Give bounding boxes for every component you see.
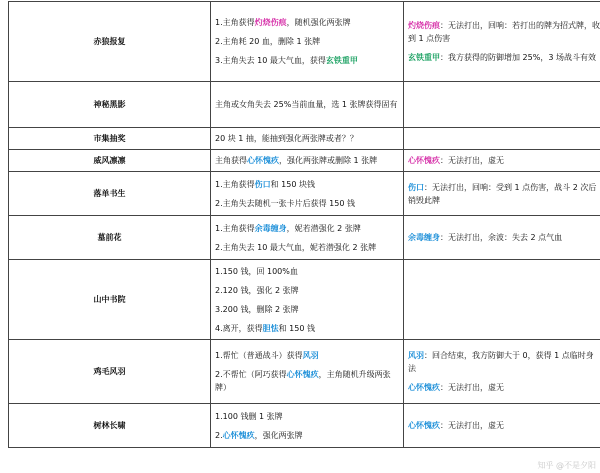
keyword-text: 灼烧伤痕 bbox=[254, 18, 287, 27]
event-effects bbox=[211, 260, 404, 340]
effect-line bbox=[215, 178, 399, 191]
event-name: 山中书院 bbox=[9, 260, 211, 340]
event-effects bbox=[211, 128, 404, 150]
event-name: 赤狼报复 bbox=[9, 2, 211, 82]
event-row bbox=[9, 128, 600, 150]
plain-text: 主角或女角失去 25%当前血量，选 1 张牌获得固有 bbox=[215, 100, 398, 109]
event-effects bbox=[211, 82, 404, 128]
plain-text: ：无法打出，虚无 bbox=[440, 421, 504, 430]
plain-text: ，强化两张牌或删除 1 张牌 bbox=[279, 156, 378, 165]
note-line bbox=[408, 381, 600, 394]
note-line bbox=[408, 419, 600, 432]
plain-text: ：无法打出，虚无 bbox=[440, 156, 504, 165]
plain-text: 1.主角获得 bbox=[215, 223, 255, 233]
event-notes bbox=[404, 216, 600, 260]
plain-text: ：无法打出，回响：受到 1 点伤害，战斗 2 次后销毁此牌 bbox=[408, 182, 597, 205]
keyword-text: 余毒缠身 bbox=[408, 233, 440, 242]
event-effects bbox=[211, 172, 404, 216]
plain-text: 2.120 钱，强化 2 张牌 bbox=[215, 285, 299, 295]
event-notes bbox=[404, 340, 600, 404]
effect-line bbox=[215, 98, 399, 111]
keyword-text: 风羽 bbox=[408, 351, 424, 360]
event-row bbox=[9, 340, 600, 404]
event-name: 墓前花 bbox=[9, 216, 211, 260]
plain-text: 2.不帮忙（阿巧获得 bbox=[215, 370, 287, 379]
effect-line bbox=[215, 368, 399, 394]
effect-line bbox=[215, 16, 399, 29]
plain-text: 1.帮忙（普通战斗）获得 bbox=[215, 351, 303, 360]
keyword-text: 伤口 bbox=[254, 179, 271, 189]
plain-text: 主角获得 bbox=[215, 156, 247, 165]
event-row bbox=[9, 216, 600, 260]
event-row bbox=[9, 2, 600, 82]
effect-line bbox=[215, 303, 399, 316]
event-name: 树林长啸 bbox=[9, 404, 211, 448]
note-line bbox=[408, 51, 600, 64]
event-name: 神秘黑影 bbox=[9, 82, 211, 128]
plain-text: ，主角随机升级两张牌） bbox=[215, 370, 391, 392]
events-table bbox=[8, 1, 600, 448]
keyword-text: 胆怯 bbox=[262, 323, 279, 333]
keyword-text: 风羽 bbox=[302, 351, 319, 360]
plain-text: ，随机强化两张牌 bbox=[286, 18, 351, 27]
keyword-text: 灼烧伤痕 bbox=[408, 21, 440, 30]
keyword-text: 心怀愧疚 bbox=[408, 421, 440, 430]
plain-text: 2.主角失去 10 最大气血，妮若潜强化 2 张牌 bbox=[215, 242, 377, 252]
effect-line bbox=[215, 410, 399, 423]
event-name: 落单书生 bbox=[9, 172, 211, 216]
plain-text: ：我方获得的防御增加 25%，3 场战斗有效 bbox=[440, 53, 596, 62]
watermark-text: 知乎 @不是夕阳 bbox=[537, 461, 596, 470]
event-name: 威风凛凛 bbox=[9, 150, 211, 172]
keyword-text: 心怀愧疚 bbox=[408, 383, 440, 392]
event-row bbox=[9, 404, 600, 448]
plain-text: 1.主角获得 bbox=[215, 179, 255, 189]
effect-line bbox=[215, 241, 399, 254]
event-effects bbox=[211, 340, 404, 404]
effect-line bbox=[215, 197, 399, 210]
plain-text: 2.主角耗 20 血，删除 1 张牌 bbox=[215, 37, 321, 46]
keyword-text: 心怀愧疚 bbox=[408, 156, 440, 165]
effect-line bbox=[215, 154, 399, 167]
effect-line bbox=[215, 54, 399, 67]
keyword-text: 余毒缠身 bbox=[254, 223, 287, 233]
effect-line bbox=[215, 429, 399, 442]
keyword-text: 玄铁重甲 bbox=[325, 56, 358, 65]
plain-text: ，强化两张牌 bbox=[254, 430, 303, 440]
plain-text: ，妮若潜强化 2 张牌 bbox=[286, 223, 361, 233]
note-line bbox=[408, 154, 600, 167]
plain-text: 1.主角获得 bbox=[215, 18, 255, 27]
event-notes bbox=[404, 82, 600, 128]
plain-text: 20 块 1 抽，能抽到强化两张牌或者？？ bbox=[215, 134, 358, 143]
note-line bbox=[408, 349, 600, 375]
note-line bbox=[408, 19, 600, 45]
event-notes bbox=[404, 172, 600, 216]
plain-text: 2. bbox=[215, 430, 223, 440]
plain-text: 1.100 钱删 1 张牌 bbox=[215, 411, 283, 421]
event-effects bbox=[211, 2, 404, 82]
plain-text: ：无法打出，余波：失去 2 点气血 bbox=[440, 233, 563, 242]
event-notes bbox=[404, 128, 600, 150]
effect-line bbox=[215, 265, 399, 278]
event-row bbox=[9, 150, 600, 172]
event-row bbox=[9, 260, 600, 340]
effect-line bbox=[215, 35, 399, 48]
keyword-text: 心怀愧疚 bbox=[247, 156, 279, 165]
effect-line bbox=[215, 222, 399, 235]
event-effects bbox=[211, 404, 404, 448]
plain-text: ：回合结束，我方防御大于 0，获得 1 点临时身法 bbox=[408, 351, 594, 373]
keyword-text: 伤口 bbox=[408, 182, 424, 192]
plain-text: 4.离开，获得 bbox=[215, 323, 263, 333]
events-table-body bbox=[9, 2, 600, 448]
plain-text: ：无法打出，虚无 bbox=[440, 383, 504, 392]
plain-text: 和 150 块钱 bbox=[270, 179, 315, 189]
plain-text: 3.主角失去 10 最大气血，获得 bbox=[215, 56, 326, 65]
plain-text: 2.主角失去随机一张卡片后获得 150 钱 bbox=[215, 198, 355, 208]
plain-text: 1.150 钱，回 100%血 bbox=[215, 266, 298, 276]
event-row bbox=[9, 82, 600, 128]
plain-text: 3.200 钱，删除 2 张牌 bbox=[215, 304, 299, 314]
keyword-text: 玄铁重甲 bbox=[408, 53, 440, 62]
plain-text: 和 150 钱 bbox=[278, 323, 315, 333]
keyword-text: 心怀愧疚 bbox=[286, 370, 319, 379]
event-name: 市集抽奖 bbox=[9, 128, 211, 150]
event-notes bbox=[404, 260, 600, 340]
event-row bbox=[9, 172, 600, 216]
event-notes bbox=[404, 150, 600, 172]
keyword-text: 心怀愧疚 bbox=[222, 430, 255, 440]
effect-line bbox=[215, 322, 399, 335]
event-notes bbox=[404, 404, 600, 448]
event-effects bbox=[211, 216, 404, 260]
event-name: 鸡毛风羽 bbox=[9, 340, 211, 404]
event-effects bbox=[211, 150, 404, 172]
effect-line bbox=[215, 284, 399, 297]
note-line bbox=[408, 231, 600, 244]
plain-text: ：无法打出，回响：若打出的牌为招式牌，收到 1 点伤害 bbox=[408, 21, 600, 43]
event-notes bbox=[404, 2, 600, 82]
note-line bbox=[408, 181, 600, 207]
effect-line bbox=[215, 349, 399, 362]
effect-line bbox=[215, 132, 399, 145]
